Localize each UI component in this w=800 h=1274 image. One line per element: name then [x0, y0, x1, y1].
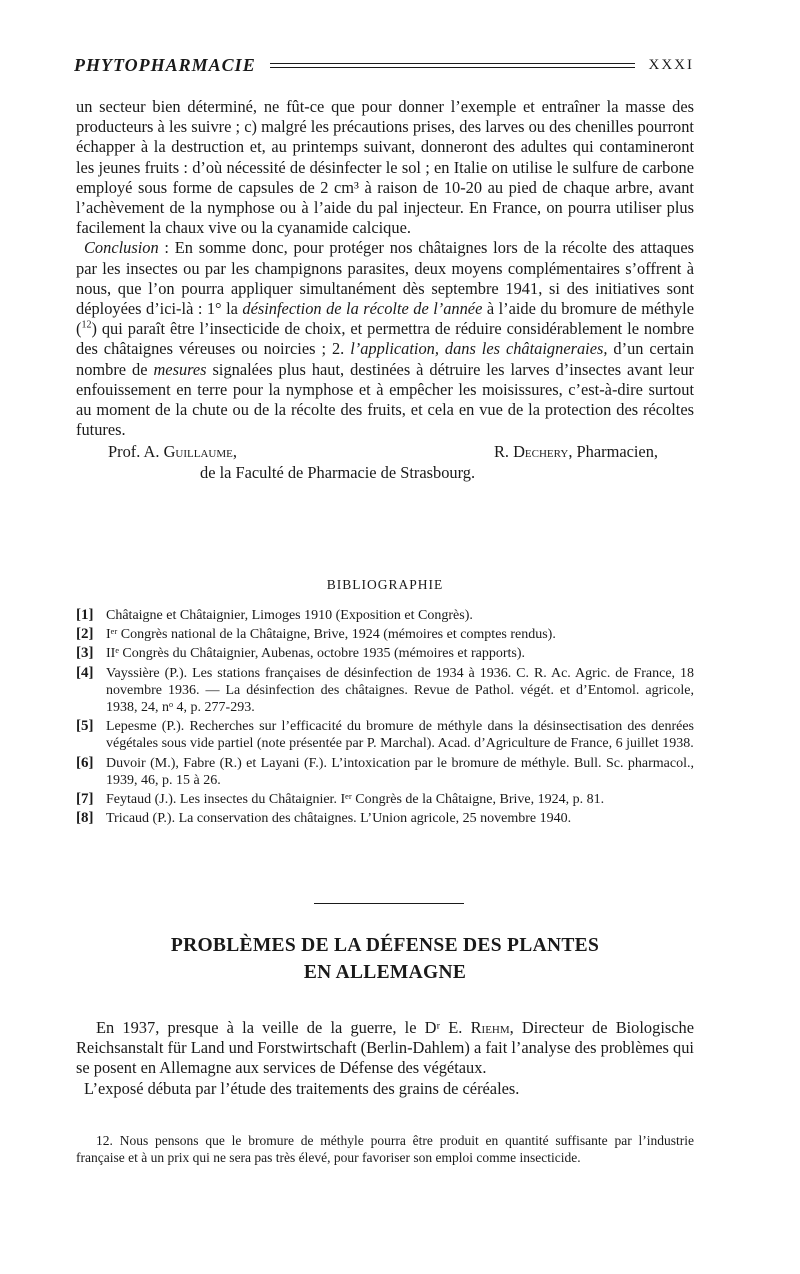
reference-number: [1]	[76, 607, 94, 623]
paragraph-text: Directeur de Biologische Reichsanstalt für Land und Forstwirtschaft (Berlin-Dahlem) a fait l’analyse des problèmes qui se posent en Allemagne aux services de Défense des végétaux.	[76, 1018, 694, 1078]
reference-number: [5]	[76, 718, 94, 735]
signature-line	[76, 442, 694, 462]
section-paragraph	[76, 1018, 694, 1079]
section-body	[76, 1018, 694, 1099]
reference-text: Iᵉʳ Congrès national de la Châtaigne, Brive, 1924 (mémoires et comptes rendus).	[106, 627, 556, 643]
reference-number: [4]	[76, 664, 94, 681]
heading-line: EN ALLEMAGNE	[303, 962, 467, 983]
author-right	[494, 442, 658, 462]
reference-text: IIᵉ Congrès du Châtaignier, Aubenas, octobre 1935 (mémoires et rapports).	[106, 646, 526, 662]
reference-text: Tricaud (P.). La conservation des châtaignes. L’Union agricole, 25 novembre 1940.	[106, 811, 572, 827]
bibliography-entry	[76, 755, 694, 789]
reference-number: [7]	[76, 791, 94, 808]
conclusion-text: à l’aide du bromure de méthyle (	[76, 299, 695, 339]
author-initial: R.	[493, 442, 514, 462]
conclusion-text: ) qui paraît être l’insecticide de choix, et permettra de réduire considérablement le nombre des châtaignes véreuses ou noircies ; 2.	[76, 319, 694, 359]
footnote-text: 12. Nous pensons que le bromure de méthyle pourra être produit en quantité suffisante par l’industrie française et à un prix qui ne sera pas très élevé, pour favoriser son emploi comme insecticide.	[76, 1133, 694, 1165]
author-name: Guillaume,	[163, 442, 237, 462]
author-left	[108, 442, 237, 462]
bibliography-list	[76, 607, 694, 829]
reference-text: Vayssière (P.). Les stations françaises de désinfection de 1934 à 1936. C. R. Ac. Agric. de France, 18 novembre 1936. — La désinfection des châtaignes. Revue de Pathol. végét. et d’Entomol. agricole, 1938, 24, nᵒ 4, p. 277-293.	[106, 665, 694, 716]
section-heading	[76, 932, 694, 986]
reference-text: Duvoir (M.), Fabre (R.) et Layani (F.). L’intoxication par le bromure de méthyle. Bull. Sc. pharmacol., 1939, 46, p. 15 à 26.	[106, 755, 694, 788]
conclusion-emphasis: désinfection de la récolte de l’année	[242, 299, 483, 319]
section-divider	[314, 903, 464, 904]
reference-number: [3]	[76, 645, 94, 662]
reference-number: [2]	[76, 626, 94, 643]
conclusion-emphasis: mesures	[153, 359, 207, 379]
section-paragraph: L’exposé débuta par l’étude des traitements des grains de céréales.	[84, 1078, 520, 1098]
footnote-reference: 12	[81, 319, 92, 331]
bibliography-heading: BIBLIOGRAPHIE	[326, 577, 444, 592]
header-rule	[270, 63, 635, 68]
bibliography-entry	[76, 665, 694, 717]
conclusion-text: : En somme donc, pour protéger nos châtaignes lors de la récolte des attaques par les insectes ou par les champignons parasites, deux moyens complémentaires s’offrent à nous, que l’on pourra appliquer simultanément dès septembre 1941, si des initiatives sont déployées d’ici-là : 1° la	[76, 238, 694, 319]
paragraph-text: En 1937, presque à la veille de la guerre, le Dʳ E.	[96, 1018, 471, 1037]
author-title: Prof. A.	[108, 442, 164, 462]
conclusion-text: d’un certain nombre de	[76, 339, 695, 379]
person-name: Riehm,	[470, 1018, 514, 1037]
bibliography-entry	[76, 626, 694, 643]
reference-number: [6]	[76, 754, 94, 771]
reference-text: Châtaigne et Châtaignier, Limoges 1910 (Exposition et Congrès).	[106, 608, 473, 623]
heading-line: PROBLÈMES DE LA DÉFENSE DES PLANTES	[170, 935, 600, 956]
author-name: Dechery,	[513, 442, 573, 462]
author-affiliation: de la Faculté de Pharmacie de Strasbourg.	[200, 462, 476, 482]
running-head	[74, 52, 694, 78]
page-number: XXXI	[648, 56, 694, 73]
conclusion-label: Conclusion	[84, 238, 159, 258]
journal-title: PHYTOPHARMACIE	[74, 54, 256, 75]
body-paragraph: un secteur bien déterminé, ne fût-ce que pour donner l’exemple et entraîner la masse des producteurs à les suivre ; c) malgré les précautions prises, des larves ou des chenilles pourront échapper à la destruction et, au printemps suivant, donneront des adultes qui contamineront les jeunes fruits : d’où nécessité de désinfecter le sol ; en Italie on utilise le sulfure de carbone employé sous forme de capsules de 2 cm³ à raison de 10-20 au pied de chaque arbre, avant l’achèvement de la nymphose ou à l’aide du pal injecteur. En France, on pourra utiliser plus facilement la chaux vive ou la cyanamide calcique.	[76, 97, 694, 238]
bibliography-entry	[76, 718, 694, 752]
footnote	[76, 1132, 694, 1166]
conclusion-text: signalées plus haut, destinées à détruire les larves d’insectes avant leur enfouissement en terre pour la nymphose et à empêcher les moisissures, c’est-à-dire surtout au moment de la chute ou de la récolte des fruits, et cela en vue de la protection des récoltes futures.	[76, 359, 694, 440]
bibliography-entry	[76, 791, 694, 808]
bibliography-entry	[76, 607, 694, 624]
article-body	[76, 97, 694, 483]
conclusion-emphasis: l’application, dans les châtaigneraies,	[350, 339, 608, 359]
bibliography-entry	[76, 810, 694, 827]
bibliography-entry	[76, 645, 694, 662]
reference-text: Feytaud (J.). Les insectes du Châtaignier. Iᵉʳ Congrès de la Châtaigne, Brive, 1924, p. 81.	[106, 792, 605, 808]
author-role: Pharmacien,	[572, 442, 658, 462]
conclusion-paragraph	[76, 238, 694, 440]
reference-number: [8]	[76, 810, 94, 827]
reference-text: Lepesme (P.). Recherches sur l’efficacité du bromure de méthyle dans la désinsectisation des denrées végétales sous vide partiel (note présentée par P. Marchal). Acad. d’Agriculture de France, 6 juillet 1938.	[106, 719, 694, 752]
author-signatures	[76, 442, 694, 482]
